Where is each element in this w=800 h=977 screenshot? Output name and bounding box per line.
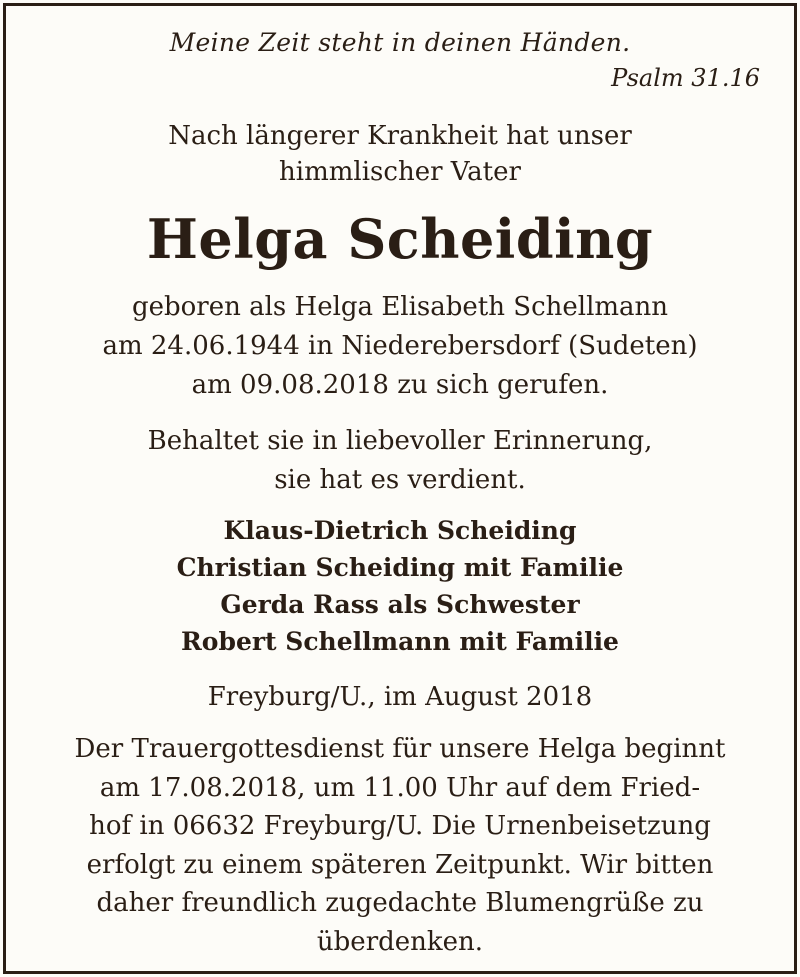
memory-text — [0, 422, 800, 500]
memory-line: sie hat es verdient. — [274, 465, 526, 495]
intro-line: himmlischer Vater — [279, 157, 521, 187]
service-line: am 17.08.2018, um 11.00 Uhr auf dem Fried- — [99, 772, 701, 803]
place-date: Freyburg/U., im August 2018 — [207, 682, 593, 712]
service-line: erfolgt zu einem späteren Zeitpunkt. Wir bitten — [86, 849, 714, 880]
birth-line: geboren als Helga Elisabeth Schellmann — [131, 292, 669, 322]
bible-verse: Meine Zeit steht in deinen Händen. — [169, 28, 631, 57]
deceased-name: Helga Scheiding — [146, 207, 654, 271]
service-line: hof in 06632 Freyburg/U. Die Urnenbeisetzung — [89, 811, 711, 841]
mourner-name: Klaus-Dietrich Scheiding — [223, 516, 577, 545]
intro-text — [0, 118, 800, 190]
birth-line: am 09.08.2018 zu sich gerufen. — [191, 370, 609, 400]
mourner-name: Robert Schellmann mit Familie — [181, 627, 619, 656]
service-info — [0, 730, 800, 961]
mourner-name: Gerda Rass als Schwester — [220, 590, 580, 619]
service-line: Der Trauergottesdienst für unsere Helga beginnt — [74, 734, 726, 764]
birth-details — [0, 288, 800, 405]
service-line: daher freundlich zugedachte Blumengrüße zu — [96, 888, 704, 918]
memory-line: Behaltet sie in liebevoller Erinnerung, — [147, 426, 653, 456]
mourners-list — [0, 512, 800, 660]
intro-line: Nach längerer Krankheit hat unser — [168, 121, 632, 151]
service-line: überdenken. — [316, 926, 484, 957]
mourner-name: Christian Scheiding mit Familie — [176, 553, 624, 582]
birth-line: am 24.06.1944 in Niederebersdorf (Sudeten) — [102, 331, 698, 361]
verse-reference: Psalm 31.16 — [611, 64, 760, 92]
